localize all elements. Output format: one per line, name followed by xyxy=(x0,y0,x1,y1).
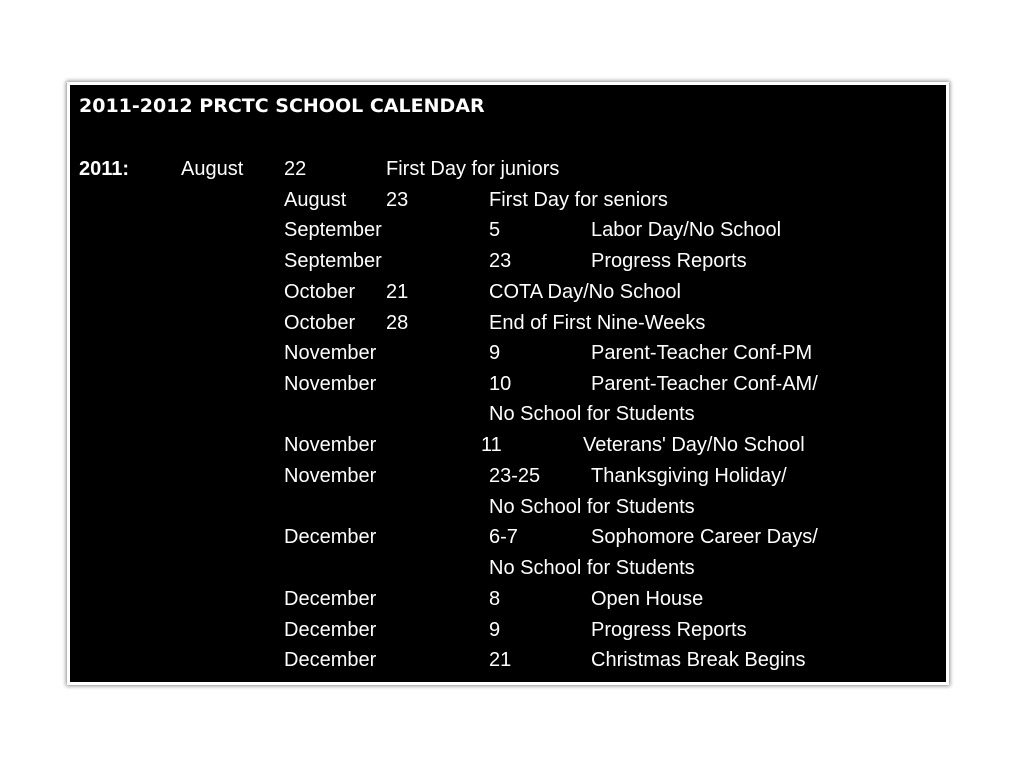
event-description: First Day for juniors xyxy=(386,158,560,180)
event-day: 28 xyxy=(386,312,409,334)
event-description: Thanksgiving Holiday/ xyxy=(591,465,787,487)
event-month: December xyxy=(284,588,377,610)
event-day: 9 xyxy=(489,342,501,364)
event-description: Christmas Break Begins xyxy=(591,649,806,671)
event-description: Progress Reports xyxy=(591,619,747,641)
event-description: Parent-Teacher Conf-AM/ xyxy=(591,373,818,395)
event-month: December xyxy=(284,649,377,671)
event-day: 11 xyxy=(481,434,502,456)
event-description-continued: No School for Students xyxy=(489,496,695,518)
event-description: End of First Nine-Weeks xyxy=(489,312,706,334)
event-day: 23-25 xyxy=(489,465,541,487)
event-month: November xyxy=(284,434,377,456)
event-month: November xyxy=(284,465,377,487)
event-day: 5 xyxy=(489,219,501,241)
event-month: December xyxy=(284,619,377,641)
event-day: 9 xyxy=(489,619,501,641)
event-description: Progress Reports xyxy=(591,250,747,272)
event-description: Sophomore Career Days/ xyxy=(591,526,818,548)
event-day: 21 xyxy=(489,649,512,671)
event-description: Parent-Teacher Conf-PM xyxy=(591,342,813,364)
event-description: First Day for seniors xyxy=(489,189,668,211)
event-description: COTA Day/No School xyxy=(489,281,681,303)
event-description: Open House xyxy=(591,588,704,610)
event-description: Veterans' Day/No School xyxy=(583,434,805,456)
year-label: 2011: xyxy=(79,158,130,180)
event-month: August xyxy=(284,189,347,211)
event-month: August xyxy=(181,158,244,180)
event-month: September xyxy=(284,250,382,272)
event-description-continued: No School for Students xyxy=(489,557,695,579)
calendar-title: 2011-2012 PRCTC SCHOOL CALENDAR xyxy=(79,95,485,117)
event-day: 6-7 xyxy=(489,526,518,548)
event-description-continued: No School for Students xyxy=(489,403,695,425)
event-month: October xyxy=(284,281,356,303)
event-day: 22 xyxy=(284,158,307,180)
event-month: November xyxy=(284,373,377,395)
event-day: 10 xyxy=(489,373,512,395)
event-description: Labor Day/No School xyxy=(591,219,782,241)
event-day: 8 xyxy=(489,588,501,610)
event-month: October xyxy=(284,312,356,334)
event-month: September xyxy=(284,219,382,241)
event-month: December xyxy=(284,526,377,548)
event-day: 21 xyxy=(386,281,409,303)
event-day: 23 xyxy=(489,250,512,272)
event-month: November xyxy=(284,342,377,364)
event-day: 23 xyxy=(386,189,409,211)
